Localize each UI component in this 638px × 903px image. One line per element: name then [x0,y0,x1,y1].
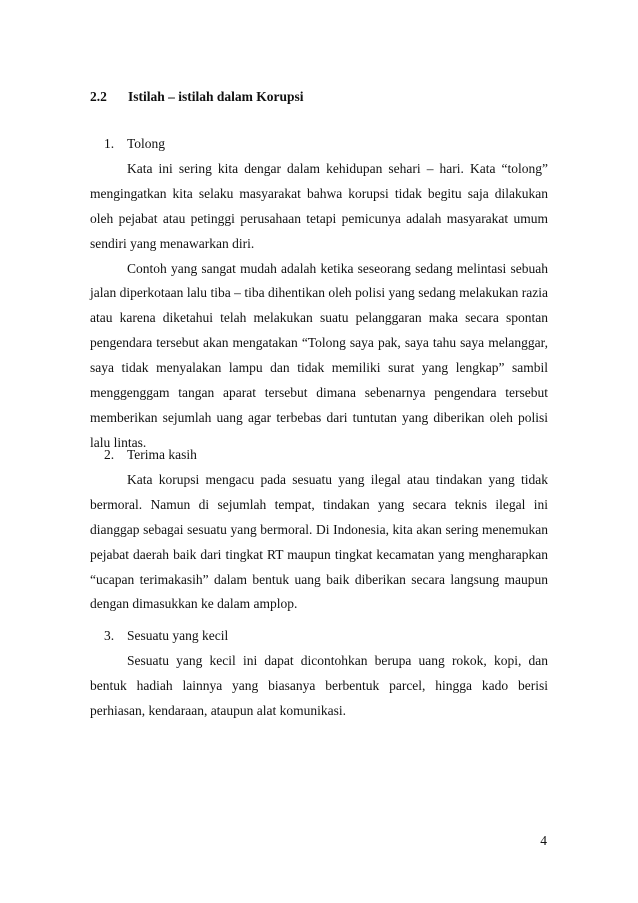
section-title: Istilah – istilah dalam Korupsi [128,89,304,104]
list-item-tolong [90,132,548,456]
list-item-title [90,443,548,468]
list-item-title [90,132,548,157]
list-item-label: Terima kasih [127,447,197,462]
list-item-sesuatu-yang-kecil [90,624,548,724]
section-number: 2.2 [90,89,107,104]
body-paragraph: Sesuatu yang kecil ini dapat dicontohkan berupa uang rokok, kopi, dan bentuk hadiah lainnya yang biasanya berbentuk parcel, hingga kado berisi perhiasan, kendaraan, ataupun alat komunikasi. [90,652,548,718]
list-item-number: 1. [104,136,115,151]
list-item-number: 2. [104,447,115,462]
list-item-label: Sesuatu yang kecil [127,628,229,643]
list-item-label: Tolong [127,136,166,151]
body-paragraph: Kata ini sering kita dengar dalam kehidupan sehari – hari. Kata “tolong” mengingatkan kita selaku masyarakat bahwa korupsi tidak begitu saja dilakukan oleh pejabat atau petinggi perusahaan tetapi pemicunya adalah masyarakat umum sendiri yang menawarkan diri. [90,160,548,251]
list-item-terima-kasih [90,443,548,617]
body-paragraph: Contoh yang sangat mudah adalah ketika seseorang sedang melintasi sebuah jalan diperkotaan lalu tiba – tiba dihentikan oleh polisi yang sedang melakukan razia atau karena diketahui telah melakukan suatu pelanggaran maka secara spontan pengendara tersebut akan mengatakan “Tolong saya pak, saya tahu saya melanggar, saya tidak menyalakan lampu dan tidak memiliki surat yang lengkap” sambil menggenggam tangan aparat tersebut dimana sebenarnya pengendara tersebut memberikan sejumlah uang agar terbebas dari tuntutan yang diberikan oleh polisi lalu lintas. [90,260,548,450]
list-item-title [90,624,548,649]
list-item-number: 3. [104,628,115,643]
body-paragraph: Kata korupsi mengacu pada sesuatu yang ilegal atau tindakan yang tidak bermoral. Namun di sejumlah tempat, tindakan yang secara teknis ilegal ini dianggap sebagai sesuatu yang bermoral. Di Indonesia, kita akan sering menemukan pejabat daerah baik dari tingkat RT maupun tingkat kecamatan yang mengharapkan “ucapan terimakasih” dalam bentuk uang baik diberikan secara langsung maupun dengan dimasukkan ke dalam amplop. [90,471,548,612]
page-number: 4 [540,833,547,848]
section-heading [90,89,304,105]
